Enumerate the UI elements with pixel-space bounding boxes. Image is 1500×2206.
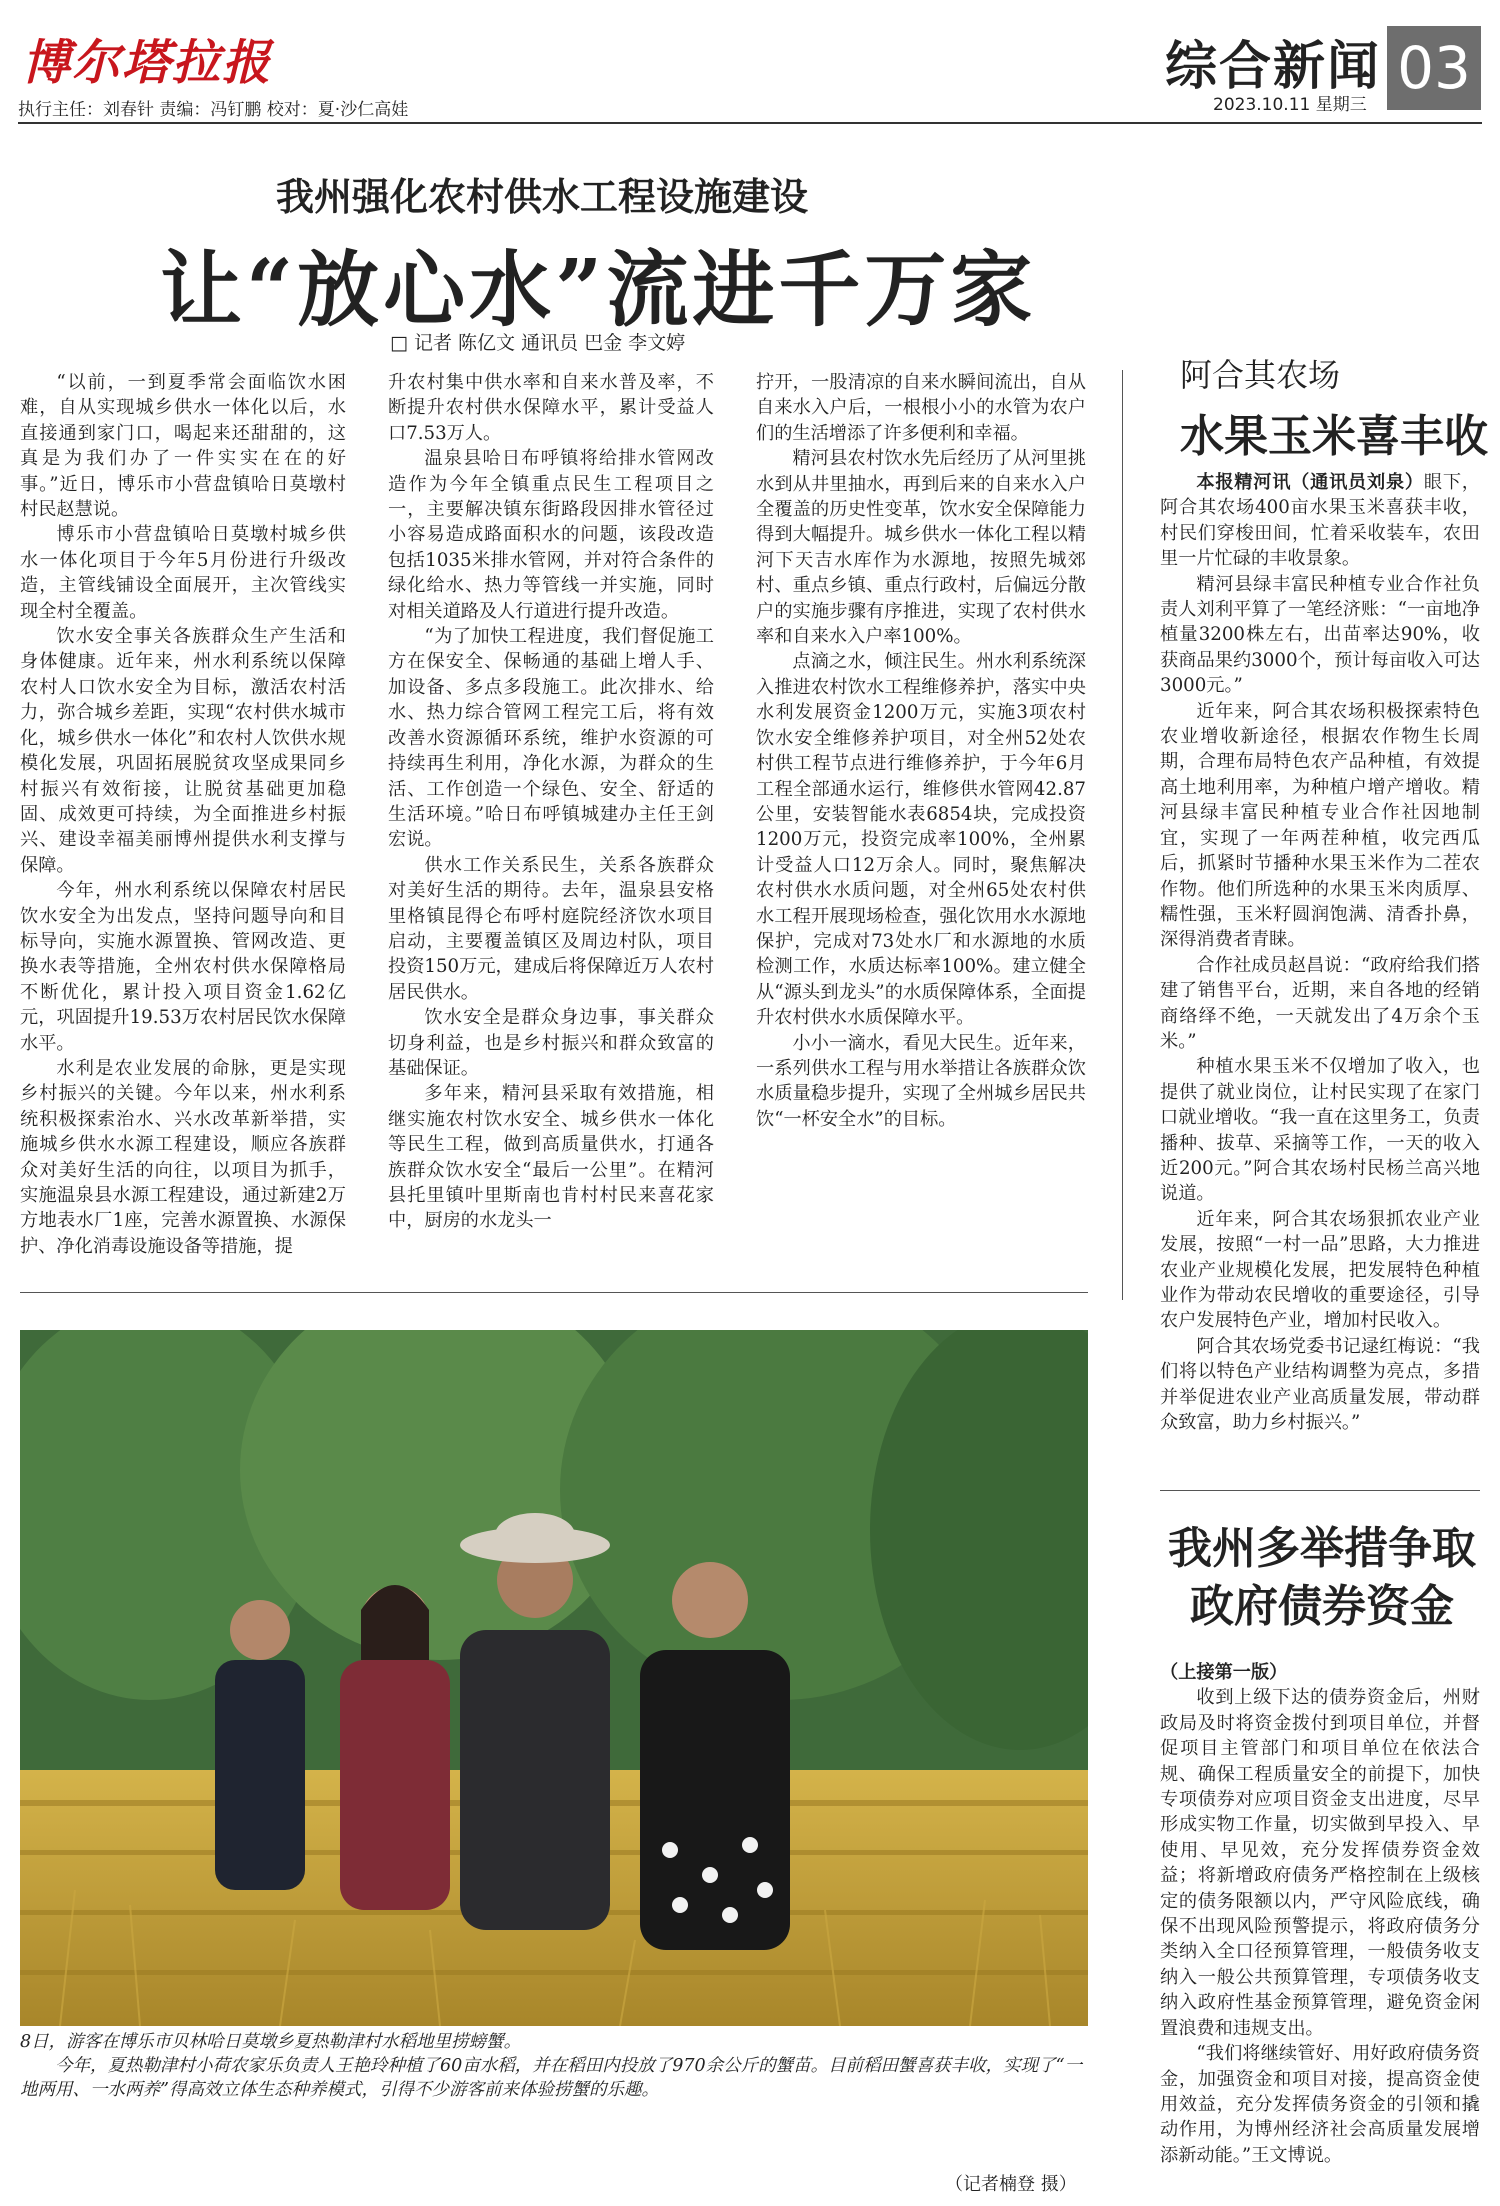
paragraph: 精河县绿丰富民种植专业合作社负责人刘利平算了一笔经济账：“一亩地净植量3200株左右，出苗率达90%，收获商品果约3000个，预计每亩收入可达3000元。” [1160,573,1480,697]
paragraph: “以前，一到夏季常会面临饮水困难，自从实现城乡供水一体化以后，水直接通到家门口，喝起来还甜甜的，这真是为我们办了一件实实在在的好事。”近日，博乐市小营盘镇哈日莫墩村村民赵慧说。 [20,372,346,521]
headline-line: 我州多举措争取 [1168,1523,1476,1574]
section-title: 综合新闻 [1165,37,1382,97]
paragraph: “我们将继续管好、用好政府债务资金，加强资金和项目对接，提高资金使用效益，充分发挥债务资金的引领和撬动作用，为博州经济社会高质量发展增添新动能。”王文博说。 [1160,2043,1480,2166]
paragraph: 升农村集中供水率和自来水普及率，不断提升农村供水保障水平，累计受益人口7.53万人。 [388,372,714,444]
main-byline: □ 记者 陈亿文 通讯员 巴金 李文婷 [390,332,686,354]
news-photo [20,1330,1088,2026]
photo-caption [20,2030,1088,2102]
paragraph: 精河县农村饮水先后经历了从河里挑水到从井里抽水，再到后来的自来水入户全覆盖的历史性变革，饮水安全保障能力得到大幅提升。城乡供水一体化工程以精河下天吉水库作为水源地，按照先城郊村、重点乡镇、重点行政村，后偏远分散户的实施步骤有序推进，实现了农村供水率和自来水入户率100%。 [756,448,1086,648]
side-kicker: 阿合其农场 [1180,356,1341,394]
paragraph: 近年来，阿合其农场狠抓农业产业发展，按照“一村一品”思路，大力推进农业产业规模化发展，把发展特色种植业作为带动农民增收的重要途径，引导农户发展特色产业，增加村民收入。 [1160,1208,1480,1332]
continued-tag [1160,1660,1480,1685]
paragraph: 温泉县哈日布呼镇将给排水管网改造作为今年全镇重点民生工程项目之一，主要解决镇东街路段因排水管径过小容易造成路面积水的问题，该段改造包括1035米排水管网，并对符合条件的绿化给水、热力等管线一并实施，同时对相关道路及人行道进行提升改造。 [388,448,714,622]
lead-text: 眼下，阿合其农场400亩水果玉米喜获丰收，村民们穿梭田间，忙着采收装车，农田里一片忙碌的丰收景象。 [1160,472,1480,570]
column-divider [1122,370,1123,1300]
side-article-2 [1160,1660,1480,2168]
paragraph: 多年来，精河县采取有效措施，相继实施农村饮水安全、城乡供水一体化等民生工程，做到高质量供水，打通各族群众饮水安全“最后一公里”。在精河县托里镇叶里斯南也肯村村民来喜花家中，厨房的水龙头一 [388,1083,714,1232]
paragraph: “为了加快工程进度，我们督促施工方在保安全、保畅通的基础上增人手、加设备、多点多段施工。此次排水、给水、热力综合管网工程完工后，将有效改善水资源循环系统，维护水资源的可持续再生利用，净化水源，为群众的生活、工作创造一个绿色、安全、舒适的生活环境。”哈日布呼镇城建办主任王剑宏说。 [388,626,714,851]
paragraph: 阿合其农场党委书记逯红梅说：“我们将以特色产业结构调整为亮点，多措并举促进农业产业高质量发展，带动群众致富，助力乡村振兴。” [1160,1335,1480,1434]
caption-line: 8日，游客在博乐市贝林哈日莫墩乡夏热勒津村水稻地里捞螃蟹。 [20,2032,522,2052]
paragraph: 水利是农业发展的命脉，更是实现乡村振兴的关键。今年以来，州水利系统积极探索治水、兴水改革新举措，实施城乡供水水源工程建设，顺应各族群众对美好生活的向往，以项目为抓手，实施温泉县水源工程建设，通过新建2万方地表水厂1座，完善水源置换、水源保护、净化消毒设施设备等措施，提 [20,1057,346,1257]
lead-tag: 本报精河讯（通讯员刘泉） [1196,472,1424,493]
side-divider [1160,1490,1480,1491]
paragraph: 博乐市小营盘镇哈日莫墩村城乡供水一体化项目于今年5月份进行升级改造，主管线铺设全面展开，主次管线实现全村全覆盖。 [20,524,346,622]
article-column-1 [20,370,346,1259]
paragraph: 种植水果玉米不仅增加了收入，也提供了就业岗位，让村民实现了在家门口就业增收。“我一直在这里务工，负责播种、拔草、采摘等工作，一天的收入近200元。”阿合其农场村民杨兰高兴地说道。 [1160,1056,1480,1205]
article-column-2 [388,370,714,1234]
paragraph: 饮水安全是群众身边事，事关群众切身利益，也是乡村振兴和群众致富的基础保证。 [388,1007,714,1079]
article-column-3 [756,370,1086,1132]
paragraph: 点滴之水，倾注民生。州水利系统深入推进农村饮水工程维修养护，落实中央水利发展资金1200万元，实施3项农村饮水安全维修养护项目，对全州52处农村供工程节点进行维修养护，于今年6月工程全部通水运行，维修供水管网42.87公里，安装智能水表6854块，完成投资1200万元，投资完成率100%，全州累计受益人口12万余人。同时，聚焦解决农村供水水质问题，对全州65处农村供水工程开展现场检查，强化饮用水水源地保护，完成对73处水厂和水源地的水质检测工作，水质达标率100%。建立健全从“源头到龙头”的水质保障体系，全面提升农村供水水质保障水平。 [756,651,1086,1029]
paragraph: 收到上级下达的债券资金后，州财政局及时将资金拨付到项目单位，并督促项目主管部门和项目单位在依法合规、确保工程质量安全的前提下，加快专项债券对应项目资金支出进度，尽早形成实物工作量，切实做到早投入、早使用、早见效，充分发挥债券资金效益；将新增政府债务严格控制在上级核定的债务限额以内，严守风险底线，确保不出现风险预警提示，将政府债务分类纳入全口径预算管理，一般债务收支纳入一般公共预算管理，专项债务收支纳入政府性基金预算管理，避免资金闲置浪费和违规支出。 [1160,1687,1480,2039]
paragraph: 供水工作关系民生，关系各族群众对美好生活的期待。去年，温泉县安格里格镇昆得仑布呼村庭院经济饮水项目启动，主要覆盖镇区及周边村队，项目投资150万元，建成后将保障近万人农村居民供水。 [388,854,714,1003]
editor-credits: 执行主任：刘春针 责编：冯钉鹏 校对：夏·沙仁高娃 [18,100,409,120]
rice-field-photo-illustration [20,1330,1088,2026]
photo-credit: （记者楠登 摄） [945,2174,1077,2195]
paragraph: 今年，州水利系统以保障农村居民饮水安全为出发点，坚持问题导向和目标导向，实施水源置换、管网改造、更换水表等措施，全州农村供水保障格局不断优化，累计投入项目资金1.62亿元，巩固提升19.53万农村居民饮水保障水平。 [20,880,346,1054]
side-headline: 水果玉米喜丰收 [1180,411,1488,462]
issue-date: 2023.10.11 星期三 [1213,95,1367,115]
headline-line: 政府债券资金 [1190,1581,1454,1632]
side-article-1 [1160,470,1480,1435]
main-kicker: 我州强化农村供水工程设施建设 [276,175,809,219]
page-number: 03 [1387,26,1481,110]
article-divider [20,1292,1088,1293]
side-headline-2 [1162,1520,1482,1636]
masthead-logo: 博尔塔拉报 [22,35,273,91]
header-divider [18,122,1482,124]
paragraph: 拧开，一股清凉的自来水瞬间流出，自从自来水入户后，一根根小小的水管为农户们的生活增添了许多便利和幸福。 [756,372,1086,444]
main-headline: 让“放心水”流进千万家 [160,242,1037,338]
paragraph: 饮水安全事关各族群众生产生活和身体健康。近年来，州水利系统以保障农村人口饮水安全为目标，激活农村活力，弥合城乡差距，实现“农村供水城市化，城乡供水一体化”和农村人饮供水规模化发展，巩固拓展脱贫攻坚成果同乡村振兴有效衔接，让脱贫基础更加稳固、成效更可持续，为全面推进乡村振兴、建设幸福美丽博州提供水利支撑与保障。 [20,626,346,876]
caption-line: 今年，夏热勒津村小荷农家乐负责人王艳玲种植了60亩水稻，并在稻田内投放了970余公斤的蟹苗。目前稻田蟹喜获丰收，实现了“一地两用、一水两养”得高效立体生态种养模式，引得不少游客前来体验捞蟹的乐趣。 [20,2056,1083,2100]
paragraph: 近年来，阿合其农场积极探索特色农业增收新途径，根据农作物生长周期，合理布局特色农产品种植，有效提高土地利用率，为种植户增产增收。精河县绿丰富民种植专业合作社因地制宜，实现了一年两茬种植，收完西瓜后，抓紧时节播种水果玉米作为二茬农作物。他们所选种的水果玉米肉质厚、糯性强，玉米籽圆润饱满、清香扑鼻，深得消费者青睐。 [1160,700,1480,951]
paragraph: 小小一滴水，看见大民生。近年来，一系列供水工程与用水举措让各族群众饮水质量稳步提升，实现了全州城乡居民共饮“一杯安全水”的目标。 [756,1032,1086,1130]
continued-label: （上接第一版） [1160,1662,1288,1683]
paragraph: 合作社成员赵昌说：“政府给我们搭建了销售平台，近期，来自各地的经销商络绎不绝，一天就发出了4万余个玉米。” [1160,954,1480,1052]
paragraph [1160,470,1480,572]
